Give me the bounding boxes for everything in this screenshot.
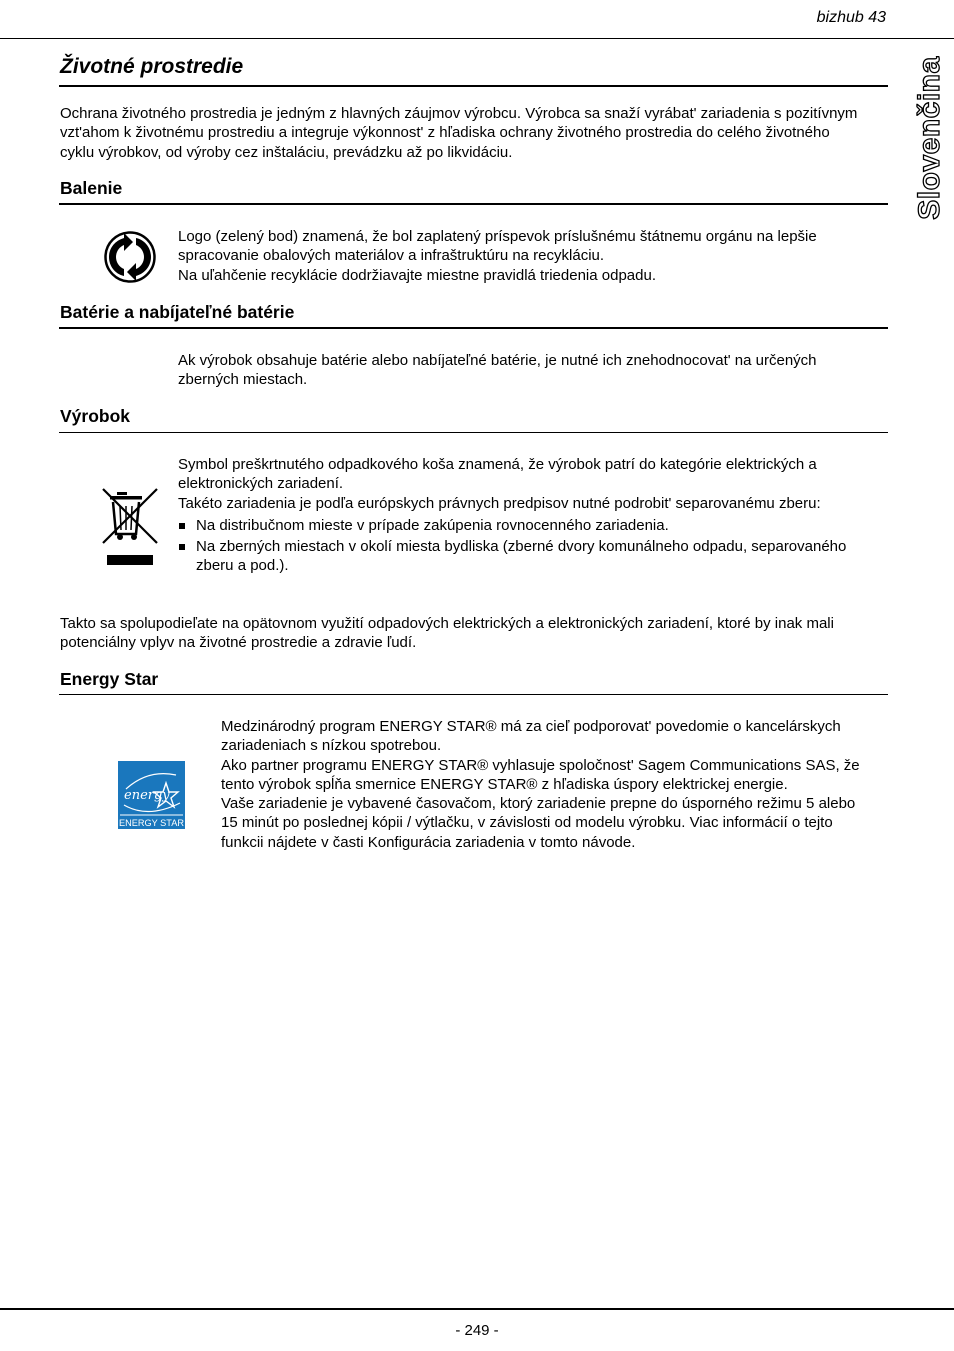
crossed-bin-icon: [100, 486, 160, 568]
vyrobok-closing: Takto sa spolupodieľate na opätovnom využití odpadových elektrických a elektronických zariadení, ktoré by inak mali potenciálny vplyv na životné prostredie a zdravie ľudí.: [60, 615, 834, 652]
energy-line-3: Vaše zariadenie je vybavené časovačom, ktorý zariadenie prepne do úsporného režimu 5 alebo 15 minút po poslednej kópii / výtlačku, v závislosti od modelu výrobku. Viac informácií o tejto funkcii nájdete v časti Konfigurácia zariadenia v tomto návode.: [221, 795, 856, 851]
energy-text: [221, 717, 861, 852]
balenie-line-2: Na uľahčenie recyklácie dodržiavajte miestne pravidlá triedenia odpadu.: [178, 266, 656, 284]
side-language-tab: Slovenčina: [913, 56, 946, 220]
page-number: - 249 -: [455, 1322, 499, 1339]
section-rule-energy-star: [59, 694, 888, 695]
list-item: [178, 537, 868, 576]
section-rule-balenie: [59, 203, 888, 205]
section-heading-baterie: Batérie a nabíjateľné batérie: [60, 302, 295, 322]
bullet-text: Na distribučnom mieste v prípade zakúpenia rovnocenného zariadenia.: [196, 516, 669, 534]
green-dot-icon: [103, 230, 157, 284]
footer-rule: [0, 1308, 954, 1310]
vyrobok-bullet-list: [178, 516, 868, 576]
baterie-text: Ak výrobok obsahuje batérie alebo nabíjateľné batérie, je nutné ich znehodnocovat' na určených zberných miestach.: [178, 352, 817, 389]
section-heading-energy-star: Energy Star: [60, 669, 159, 689]
section-rule-baterie: [59, 327, 888, 329]
energy-logo-wordmark: ENERGY STAR: [118, 818, 185, 828]
vyrobok-line-1: Symbol preškrtnutého odpadkového koša znamená, že výrobok patrí do kategórie elektrických a elektronických zariadení.: [178, 456, 817, 493]
energy-line-1: Medzinárodný program ENERGY STAR® má za cieľ podporovat' povedomie o kancelárskych zariadeniach s nízkou spotrebou.: [221, 718, 841, 755]
bullet-text: Na zberných miestach v okolí miesta bydliska (zberné dvory komunálneho odpadu, separovaného zberu a pod.).: [196, 538, 847, 575]
section-heading-vyrobok: Výrobok: [60, 406, 131, 426]
list-item: [178, 516, 868, 535]
header-model-name: bizhub 43: [816, 9, 886, 26]
energy-logo-script: energy: [124, 788, 170, 803]
balenie-line-1: Logo (zelený bod) znamená, že bol zaplatený príspevok príslušnému štátnemu orgánu na lepšie spracovanie obalových materiálov a infraštruktúru na recykláciu.: [178, 228, 817, 265]
vyrobok-line-2: Takéto zariadenia je podľa európskych právnych predpisov nutné podrobit' separovanému zberu:: [178, 494, 821, 512]
balenie-text: [178, 227, 868, 285]
vyrobok-text: [178, 455, 868, 578]
section-heading-balenie: Balenie: [60, 178, 123, 198]
energy-star-logo: [118, 761, 185, 829]
intro-paragraph: Ochrana životného prostredia je jedným z hlavných záujmov výrobcu. Výrobca sa snaží vyrábat' zariadenia s pozitívnym vzt'ahom k životnému prostrediu a integruje výkonnost' z hľadiska ochrany životného prostredia do celého životného cyklu výrobkov, od výroby cez inštaláciu, prevádzku až po likvidáciu.: [60, 105, 858, 161]
title-underline: [59, 85, 888, 87]
page-title: Životné prostredie: [60, 55, 244, 78]
energy-line-2: Ako partner programu ENERGY STAR® vyhlasuje spoločnost' Sagem Communications SAS, že tento výrobok spĺňa smernice ENERGY STAR® z hľadiska úspory elektrickej energie.: [221, 756, 860, 793]
header-rule: [0, 38, 954, 39]
section-rule-vyrobok: [59, 432, 888, 433]
